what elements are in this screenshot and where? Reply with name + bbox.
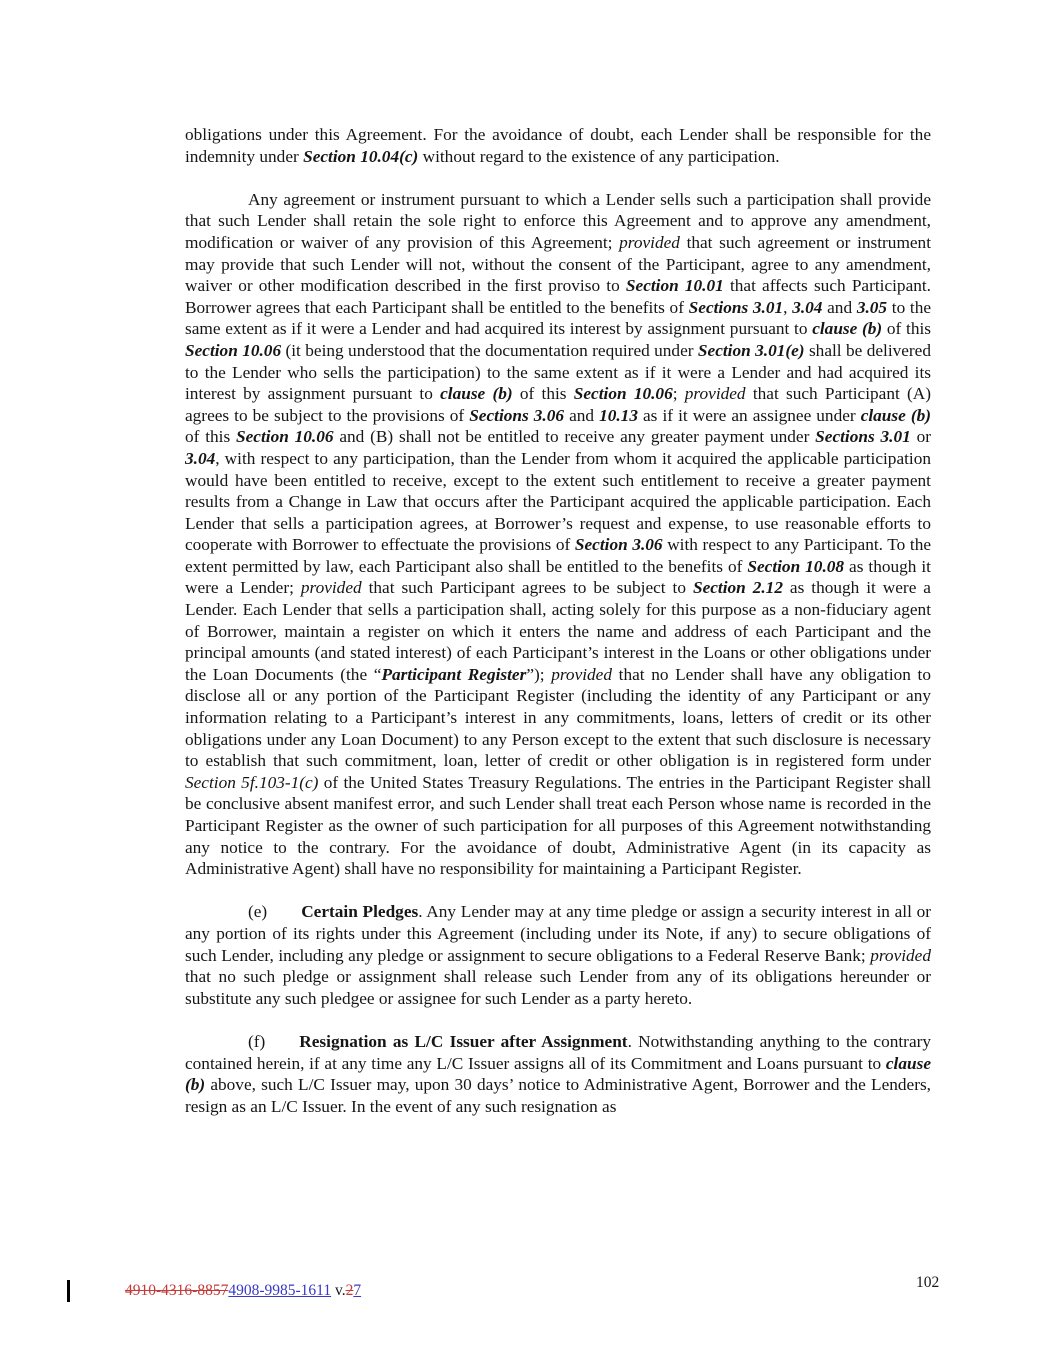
text-run: Sections 3.01 [815, 427, 911, 447]
text-run: and [564, 405, 600, 425]
text-run: clause (b) [860, 405, 932, 425]
paragraph-participations-continued [185, 124, 931, 167]
text-run: Sections 3.06 [469, 405, 565, 425]
footer-doc-id-new: 4908-9985-1611 [228, 1282, 332, 1299]
text-run: that such Participant (A) agrees to be subject to the provisions of [185, 384, 932, 425]
text-run: (e) [248, 902, 268, 922]
page-number: 102 [916, 1274, 940, 1291]
text-run: above, such L/C Issuer may, upon 30 days’ notice to Administrative Agent, Borrower and the Lenders, resign as an L/C Issuer. In the event of any such resignation as [185, 1075, 931, 1116]
text-run: Any agreement or instrument pursuant to which a Lender sells such a participation shall provide that such Lender shall retain the sole right to enforce this Agreement and to approve any amendment, modification or waiver of any provision of this Agreement; [185, 189, 931, 252]
text-run: provided [870, 945, 931, 965]
text-run: clause (b) [440, 384, 513, 404]
text-run: of the United States Treasury Regulations. The entries in the Participant Register shall be conclusive absent manifest error, and such Lender shall treat each Person whose name is recorded in the Participant Register as the owner of such participation for all purposes of this Agreement notwithstanding any notice to the contrary. For the avoidance of doubt, Administrative Agent (in its capacity as Administrative Agent) shall have no responsibility for maintaining a Participant Register. [185, 772, 932, 879]
text-run: Section 2.12 [692, 578, 783, 598]
text-run: . Notwithstanding anything to the contrary contained herein, if at any time any L/C Issuer assigns all of its Commitment and Loans pursuant to [185, 1031, 932, 1073]
footer-version-old: 2 [345, 1282, 354, 1299]
text-run: without regard to the existence of any participation. [418, 146, 780, 166]
footer-doc-id-old: 4910-4316-8857 [125, 1282, 229, 1299]
text-run: provided [551, 664, 612, 684]
text-run: ; [672, 384, 685, 404]
text-run: Sections 3.01 [688, 297, 784, 317]
text-run: 10.13 [599, 405, 638, 425]
text-run: that such agreement or instrument may provide that such Lender will not, without the consent of the Participant, agree to any amendment, waiver or other modification described in the first proviso to [185, 232, 931, 296]
text-run: as though it were a Lender; [185, 556, 931, 598]
text-run: clause (b) [185, 1053, 931, 1095]
paragraph-participant-register [185, 189, 931, 880]
text-run: to the same extent as if it were a Lender and had acquired its interest by assignment pursuant to [185, 297, 932, 339]
text-run: of this [882, 319, 931, 339]
text-run: , with respect to any participation, than the Lender from whom it acquired the applicable participation would have been entitled to receive, except to the extent such entitlement to receive a greater payment results from a Change in Law that occurs after the Participant acquired the applicable participation. Each Lender that sells a participation agrees, at Borrower’s request and expense, to use reasonable efforts to cooperate with Borrower to effectuate the provisions of [185, 448, 931, 555]
text-run: that affects such Participant. Borrower agrees that each Participant shall be entitled to the benefits of [185, 276, 931, 317]
text-run: that such Participant agrees to be subject to [361, 578, 693, 598]
text-run: provided [300, 578, 362, 598]
text-run: (f) [248, 1031, 266, 1051]
text-run: (it being understood that the documentation required under [281, 340, 698, 360]
text-run: Participant Register [381, 664, 527, 684]
text-run: Certain Pledges [301, 902, 419, 922]
text-run: ”); [526, 664, 552, 684]
text-run: Section 10.06 [236, 427, 334, 447]
text-run: and [822, 297, 857, 317]
text-run: of this [512, 384, 574, 404]
text-run: 3.04 [792, 297, 823, 317]
text-run: Section 10.08 [747, 556, 845, 576]
text-run: Resignation as L/C Issuer after Assignment [299, 1031, 628, 1051]
paragraph-certain-pledges [185, 901, 931, 1009]
text-run: of this [185, 427, 237, 447]
text-run: or [910, 427, 931, 447]
text-run: clause (b) [812, 319, 883, 339]
text-run: as though it were a Lender. Each Lender that sells a participation shall, acting solely for this purpose as a non-fiduciary agent of Borrower, maintain a register on which it enters the name and address of each Participant and the principal amounts (and stated interest) of each Participant’s interest in the Loans or other obligations under the Loan Documents (the “ [185, 578, 931, 684]
text-run: 3.05 [856, 297, 888, 317]
paragraph-resignation-lc-issuer [185, 1031, 931, 1117]
text-run: with respect to any Participant. To the extent permitted by law, each Participant also shall be entitled to the benefits of [185, 535, 932, 576]
text-run: and (B) shall not be entitled to receive any greater payment under [333, 427, 816, 447]
text-run: Section 10.06 [185, 340, 282, 360]
text-run: Section 3.06 [574, 535, 663, 555]
text-run: 3.04 [185, 448, 216, 468]
text-run: Section 10.04(c) [303, 146, 419, 166]
footer-version-new: 7 [353, 1282, 362, 1299]
text-run: provided [619, 232, 680, 252]
text-run: Section 10.06 [573, 384, 673, 404]
text-run: Section 10.01 [625, 276, 724, 296]
text-run: provided [684, 384, 746, 404]
text-run: obligations under this Agreement. For the avoidance of doubt, each Lender shall be responsible for the indemnity under [185, 125, 931, 166]
footer-version-prefix: v. [331, 1282, 346, 1299]
text-run: that no Lender shall have any obligation to disclose all or any portion of the Participant Register (including the identity of any Participant or any information relating to a Participant’s interest in any commitments, loans, letters of credit or its other obligations under any Loan Document) to any Person except to the extent that such disclosure is necessary to establish that such commitment, loan, letter of credit or other obligation is in registered form under [185, 664, 931, 771]
text-run: Section 5f.103-1(c) [185, 772, 319, 792]
text-run: that no such pledge or assignment shall release such Lender from any of its obligations hereunder or substitute any such pledgee or assignee for such Lender as a party hereto. [185, 967, 931, 1008]
text-run: . Any Lender may at any time pledge or assign a security interest in all or any portion of its rights under this Agreement (including under its Note, if any) to secure obligations of such Lender, including any pledge or assignment to secure obligations to a Federal Reserve Bank; [185, 902, 931, 965]
text-run: as if it were an assignee under [637, 405, 861, 425]
text-run: , [783, 297, 793, 317]
text-run: shall be delivered to the Lender who sells the participation) to the same extent as if it were a Lender and had acquired its interest by assignment pursuant to [185, 340, 931, 404]
change-bar-icon [67, 1280, 70, 1302]
text-run: Section 3.01(e) [697, 340, 805, 360]
document-body [185, 124, 931, 1139]
footer [125, 1281, 361, 1300]
